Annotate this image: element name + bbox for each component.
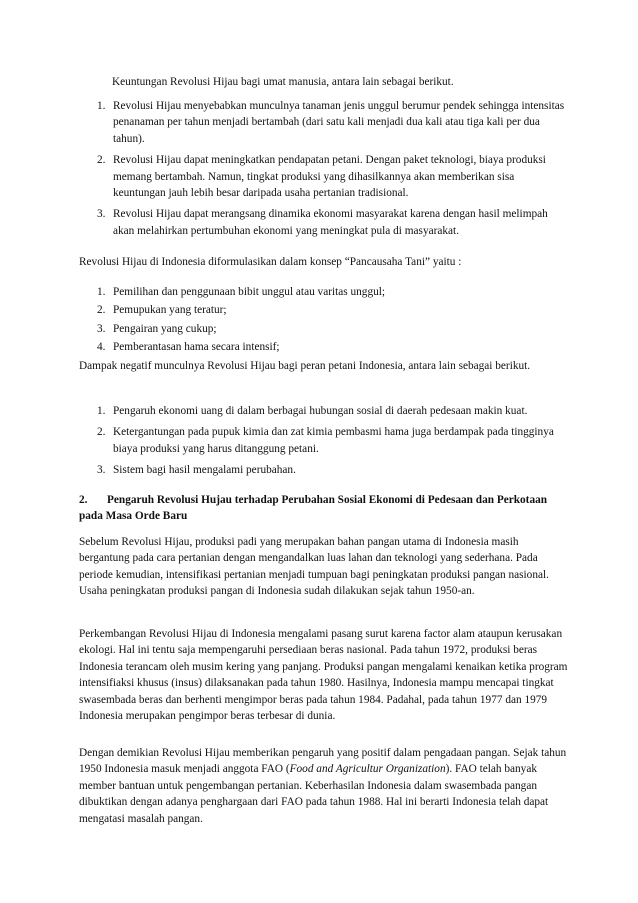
- benefits-list: [97, 98, 567, 244]
- list-item: 4. Pemberantasan hama secara intensif;: [97, 341, 280, 354]
- list-item: 3. Sistem bagi hasil mengalami perubahan.: [97, 464, 296, 477]
- paragraph: Sebelum Revolusi Hijau, produksi padi yang merupakan bahan pangan utama di Indonesia masih bergantung pada cara pertanian dengan mengandalkan luas lahan dan teknologi yang sederhana. Pada periode kemudian, intensifikasi pertanian menjadi tumpuan bagi peningkatan produksi pangan nasional. Usaha peningkatan produksi pangan di Indonesia sudah dilakukan sejak tahun 1950-an.: [79, 536, 549, 598]
- list-item: 2. Ketergantungan pada pupuk kimia dan zat kimia pembasmi hama juga berdampak pada tingginya biaya produksi yang harus ditanggung petani.: [97, 426, 554, 455]
- pancausaha-list: [97, 284, 567, 358]
- italic-term: Food and Agricultur Organization: [289, 763, 446, 776]
- paragraph: Perkembangan Revolusi Hijau di Indonesia mengalami pasang surut karena factor alam ataupun kerusakan ekologi. Hal ini tentu saja mempengaruhi persediaan beras nasional. Pada tahun 1972, produksi beras Indonesia terancam oleh musim kering yang panjang. Produksi pangan mengalami kenaikan ketika program intensifiaksi khusus (insus) dilaksanakan pada tahun 1980. Hasilnya, Indonesia mampu mencapai tingkat swasembada beras dan berhenti mengimpor beras pada tahun 1984. Padahal, pada tahun 1977 dan 1979 Indonesia merupakan pengimpor beras terbesar di dunia.: [79, 628, 568, 723]
- list-item: 2. Revolusi Hijau dapat meningkatkan pendapatan petani. Dengan paket teknologi, biaya produksi memang bertambah. Namun, tingkat produksi yang dihasilkannya akan memberikan sisa keuntungan jauh lebih besar daripada usaha pertanian tradisional.: [97, 154, 546, 200]
- list-item: 1. Pemilihan dan penggunaan bibit unggul atau varitas unggul;: [97, 286, 386, 298]
- list-item: 3. Pengairan yang cukup;: [97, 322, 217, 335]
- list-item: 3. Revolusi Hijau dapat merangsang dinamika ekonomi masyarakat karena dengan hasil melimpah akan melahirkan pertumbuhan ekonomi yang meningkat pula di masyarakat.: [97, 208, 548, 237]
- list-item: 1. Revolusi Hijau menyebabkan munculnya tanaman jenis unggul berumur pendek sehingga intensitas penanaman per tahun menjadi bertambah (dari satu kali menjadi dua kali atau tiga kali per dua tahun).: [97, 100, 565, 145]
- negative-intro: Dampak negatif munculnya Revolusi Hijau bagi peran petani Indonesia, antara lain sebagai berikut.: [79, 360, 531, 372]
- pancausaha-intro: Revolusi Hijau di Indonesia diformulasikan dalam konsep “Pancausaha Tani” yaitu :: [79, 256, 462, 268]
- list-item: 1. Pengaruh ekonomi uang di dalam berbagai hubungan sosial di daerah pedesaan makin kuat.: [97, 405, 528, 417]
- negatives-list: [97, 403, 567, 484]
- paragraph: Dengan demikian Revolusi Hijau memberikan pengaruh yang positif dalam pengadaan pangan. Sejak tahun 1950 Indonesia masuk menjadi anggota FAO (Food and Agricultur Organization). FAO telah banyak member bantuan untuk pengembangan pertanian. Keberhasilan Indonesia dalam swasembada pangan dibuktikan dengan adanya penghargaan dari FAO pada tahun 1988. Hal ini berarti Indonesia telah dapat mengatasi masalah pangan.: [79, 747, 567, 825]
- section-number: 2.: [79, 494, 88, 506]
- section-heading: [79, 492, 569, 525]
- section-title: Pengaruh Revolusi Hujau terhadap Perubahan Sosial Ekonomi di Pedesaan dan Perkotaan pada Masa Orde Baru: [79, 494, 548, 523]
- list-item: 2. Pemupukan yang teratur;: [97, 304, 227, 317]
- benefits-intro: Keuntungan Revolusi Hijau bagi umat manusia, antara lain sebagai berikut.: [112, 76, 454, 88]
